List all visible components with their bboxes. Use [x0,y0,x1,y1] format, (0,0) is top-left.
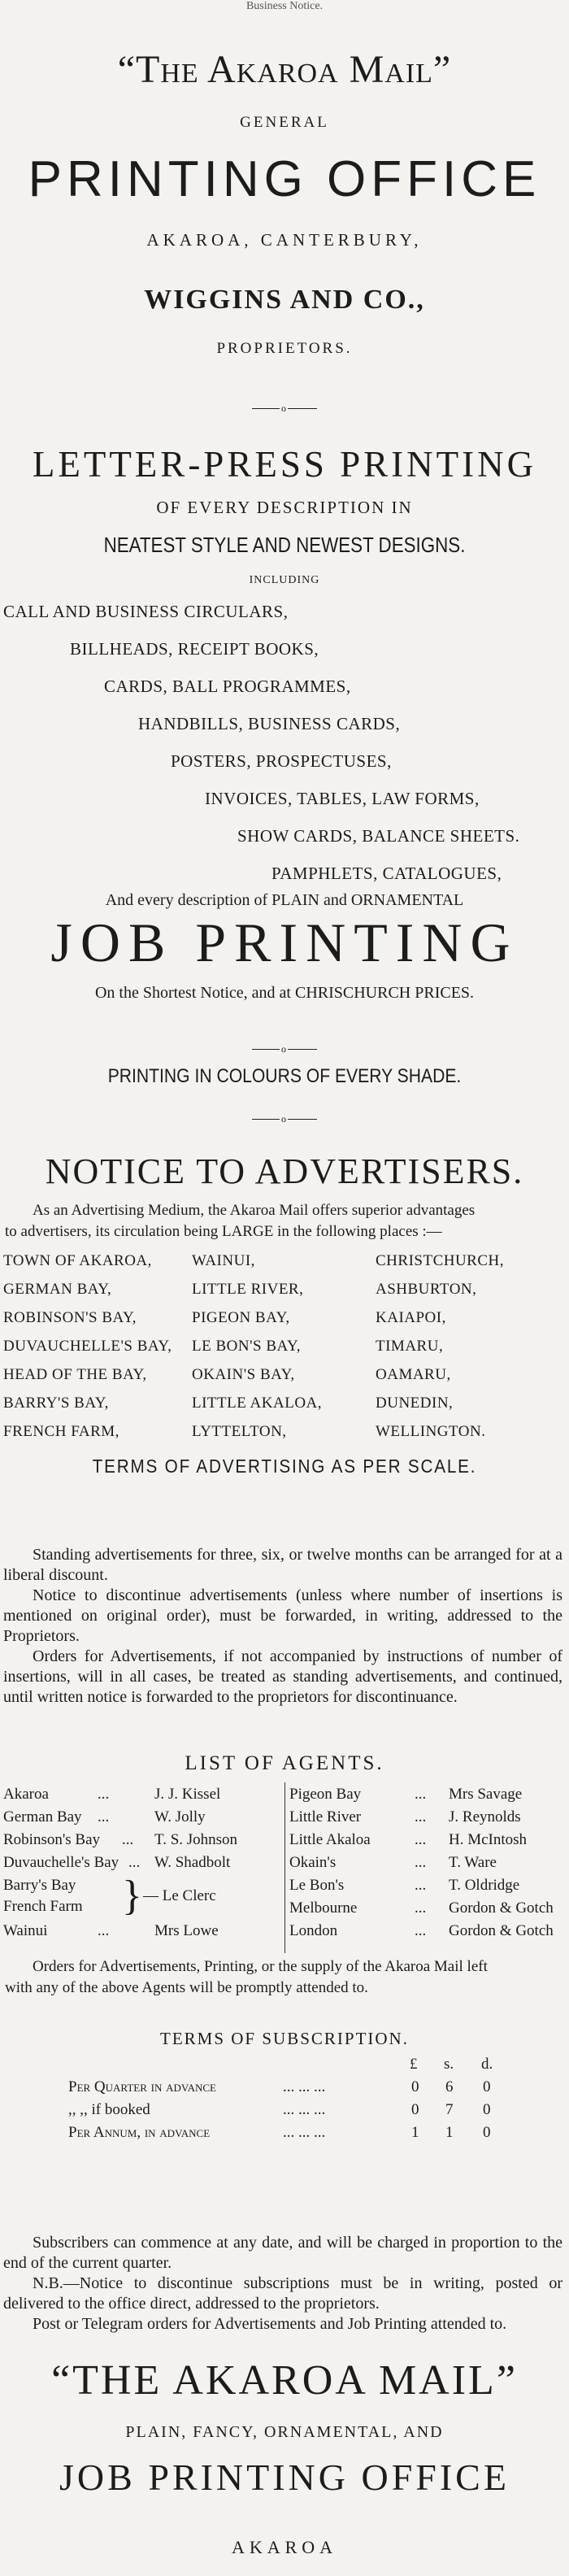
letterpress-including: INCLUDING [249,574,320,586]
agent-name: W. Jolly [154,1808,206,1825]
subscription-shillings: 1 [445,2124,454,2141]
ornamental-rule: o [252,1049,317,1050]
plain-ornamental-text: And every description of PLAIN and ORNAMENTAL [105,891,464,909]
town: FRENCH FARM, [3,1423,119,1440]
advertisers-intro: As an Advertising Medium, the Akaroa Mail offers superior advantages [33,1202,476,1219]
subscription-shillings: 6 [445,2078,454,2095]
orders-paragraph: Orders for Advertisements, if not accompanied by instructions of number of insertions, will in all cases, be treated as standing advertisements, and continued, until written notice is forwarded to the proprietors for discontinuance. [3,1647,562,1706]
agent-dots: ... [415,1808,427,1825]
agent-dots: ... [415,1831,427,1848]
subscription-pounds: 1 [411,2124,419,2141]
subscription-pence: 0 [483,2101,491,2118]
print-item: CALL AND BUSINESS CIRCULARS, [3,602,289,621]
print-item: HANDBILLS, BUSINESS CARDS, [138,714,401,733]
town: OKAIN'S BAY, [192,1366,295,1383]
print-item: CARDS, BALL PROGRAMMES, [104,677,351,696]
agent-name: Gordon & Gotch [449,1899,554,1917]
town: DUVAUCHELLE'S BAY, [3,1338,172,1355]
agent-place: Wainui [3,1922,48,1939]
shortest-notice-text: On the Shortest Notice, and at CHRISCHURCH PRICES. [94,984,475,1002]
agent-dots: ... [415,1922,427,1939]
agent-name: T. Ware [449,1854,497,1871]
agents-orders-line: with any of the above Agents will be promptly attended to. [5,1979,368,1996]
agent-name: T. Oldridge [449,1877,520,1894]
subscription-label: Per Annum, in advance [68,2124,211,2141]
agent-name: Mrs Savage [449,1786,523,1803]
agent-name: Gordon & Gotch [449,1922,554,1939]
agent-place: Barry's Bay [3,1877,76,1894]
agent-dots: ... [98,1808,110,1825]
subscription-pounds: 0 [411,2078,419,2095]
footer-line2: JOB PRINTING OFFICE [59,2456,510,2498]
currency-pence: d. [481,2056,493,2073]
subscription-pence: 0 [483,2078,491,2095]
agent-dots: ... [128,1854,141,1871]
print-item: PAMPHLETS, CATALOGUES, [271,864,502,883]
agents-divider [284,1782,285,1953]
agent-name: J. Reynolds [449,1808,521,1825]
agent-place: Le Bon's [289,1877,345,1894]
town: LITTLE RIVER, [192,1281,304,1298]
print-item: SHOW CARDS, BALANCE SHEETS. [237,826,520,846]
post-telegram-paragraph: Post or Telegram orders for Advertisements and Job Printing attended to. [33,2315,507,2333]
town: KAIAPOI, [376,1309,446,1326]
agent-place: Little River [289,1808,362,1825]
masthead-proprietors: PROPRIETORS. [216,340,353,357]
subscribers-paragraph: Subscribers can commence at any date, and will be charged in proportion to the end of the current quarter. [3,2234,562,2272]
subscription-dots: ... ... ... [283,2124,326,2141]
agent-dots: ... [122,1831,134,1848]
advertisers-intro: to advertisers, its circulation being LARGE in the following places :— [5,1223,442,1240]
footer-line3: AKAROA [231,2537,338,2557]
letterpress-line1: OF EVERY DESCRIPTION IN [156,498,413,517]
masthead-firm: WIGGINS AND CO., [144,285,425,315]
letterpress-heading: LETTER-PRESS PRINTING [32,444,537,485]
masthead-location: AKAROA, CANTERBURY, [146,230,423,250]
subscription-pounds: 0 [411,2101,419,2118]
currency-pounds: £ [410,2056,418,2073]
agent-place: Robinson's Bay [3,1831,101,1848]
agent-place: Duvauchelle's Bay [3,1854,119,1871]
header-note: Business Notice. [245,0,324,12]
print-item: POSTERS, PROSPECTUSES, [171,751,392,771]
town: TIMARU, [376,1338,444,1355]
footer-title: “THE AKAROA MAIL” [51,2357,518,2404]
agent-dots: ... [415,1854,427,1871]
town: OAMARU, [376,1366,451,1383]
agent-name: Mrs Lowe [154,1922,219,1939]
agent-place: French Farm [3,1898,83,1915]
agent-place: Melbourne [289,1899,358,1917]
agent-place: London [289,1922,338,1939]
letterpress-line2: NEATEST STYLE AND NEWEST DESIGNS. [103,533,466,557]
subscription-heading: TERMS OF SUBSCRIPTION. [160,2029,409,2048]
town: BARRY'S BAY, [3,1395,109,1412]
subscription-pence: 0 [483,2124,491,2141]
advertisers-heading: NOTICE TO ADVERTISERS. [45,1151,524,1191]
town: CHRISTCHURCH, [376,1252,504,1269]
town: GERMAN BAY, [3,1281,112,1298]
town: WAINUI, [192,1252,255,1269]
town: ASHBURTON, [376,1281,477,1298]
currency-shillings: s. [444,2056,454,2073]
agents-heading: LIST OF AGENTS. [185,1752,384,1774]
footer-line1: PLAIN, FANCY, ORNAMENTAL, AND [125,2423,444,2441]
nb-paragraph: N.B.—Notice to discontinue subscriptions must be in writing, posted or delivered to the office direct, addressed to the proprietors. [3,2274,562,2313]
colours-heading: PRINTING IN COLOURS OF EVERY SHADE. [107,1065,462,1087]
town: TOWN OF AKAROA, [3,1252,152,1269]
agent-dots: ... [415,1899,427,1917]
agent-place: Okain's [289,1854,337,1871]
subscription-label: Per Quarter in advance [68,2078,216,2095]
terms-advertising: TERMS OF ADVERTISING AS PER SCALE. [92,1456,477,1477]
subscription-dots: ... ... ... [283,2101,326,2118]
agent-place: Akaroa [3,1786,49,1803]
brace-mark: } [122,1873,142,1919]
town: ROBINSON'S BAY, [3,1309,137,1326]
agent-name: J. J. Kissel [154,1786,221,1803]
town: DUNEDIN, [376,1395,454,1412]
print-item: INVOICES, TABLES, LAW FORMS, [205,789,480,808]
ornamental-rule: o [252,408,317,409]
job-printing-heading: JOB PRINTING [50,912,519,973]
town: HEAD OF THE BAY, [3,1366,147,1383]
agent-name: H. McIntosh [449,1831,528,1848]
agent-dots: ... [98,1786,110,1803]
subscription-shillings: 7 [445,2101,454,2118]
masthead-office: PRINTING OFFICE [28,151,541,207]
town: WELLINGTON. [376,1423,486,1440]
agent-name: — Le Clerc [143,1887,216,1904]
standing-ads-paragraph: Standing advertisements for three, six, or twelve months can be arranged for at a liberal discount. [3,1546,562,1584]
agent-name: T. S. Johnson [154,1831,238,1848]
agent-place: Pigeon Bay [289,1786,362,1803]
town: PIGEON BAY, [192,1309,290,1326]
town: LE BON'S BAY, [192,1338,301,1355]
town: LITTLE AKALOA, [192,1395,323,1412]
subscription-label: ,, ,, if booked [68,2101,150,2118]
town: LYTTELTON, [192,1423,287,1440]
shared-agent-name: Le Clerc [162,1887,216,1904]
agent-name: W. Shadbolt [154,1854,231,1871]
masthead-title: “The Akaroa Mail” [117,48,452,91]
print-item: BILLHEADS, RECEIPT BOOKS, [70,639,319,659]
agent-dots: ... [415,1786,427,1803]
agent-dots: ... [98,1922,110,1939]
subscription-dots: ... ... ... [283,2078,326,2095]
agents-orders-line: Orders for Advertisements, Printing, or the supply of the Akaroa Mail left [33,1958,488,1975]
ornamental-rule: o [252,1119,317,1120]
agent-place: German Bay [3,1808,82,1825]
masthead-general: GENERAL [240,114,329,131]
discontinue-paragraph: Notice to discontinue advertisements (unless where number of insertions is mentioned on original order), must be forwarded, in writing, addressed to the Proprietors. [3,1586,562,1645]
agent-place: Little Akaloa [289,1831,371,1848]
agent-dots: ... [415,1877,427,1894]
